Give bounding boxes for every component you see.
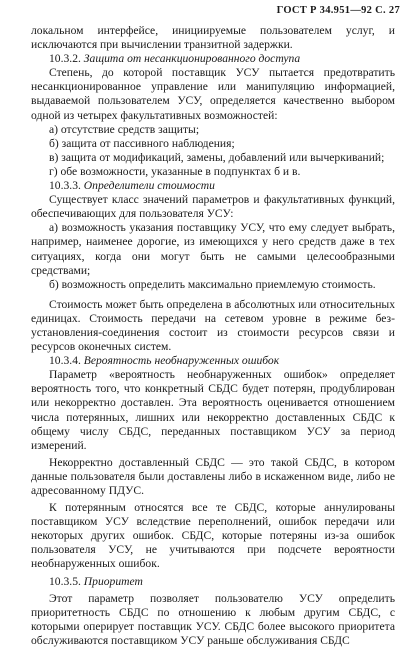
paragraph-error-prob: Параметр «вероятность необнаруженных ошибок» определяет вероятность того, что конкретный СБДС будет потерян, продублирован или некорректно доставлен. Эта вероятность оценивается отношением числа потерянных, лишних или некорректно доставленных СБДС к общему числу СБДС, переданных поставщиком УСУ за период измерений.	[31, 368, 395, 452]
paragraph-priority: Этот параметр позволяет пользователю УСУ определить приоритетность СБДС по отношению к любым другим СБДС, с которыми оперирует поставщик УСУ. СБДС более высокого приоритета обслуживаются поставщиком УСУ раньше обслуживания СБДС	[31, 591, 395, 647]
paragraph-cost-intro: Существует класс значений параметров и факультативных функций, обеспечивающих для пользователя УСУ:	[31, 193, 395, 221]
page-header: ГОСТ Р 34.951—92 С. 27	[276, 5, 400, 16]
paragraph-incorrect: Некорректно доставленный СБДС — это такой СБДС, в котором данные пользователя были доставлены либо в искаженном виде, либо не адресованному ПДУС.	[31, 455, 395, 497]
section-number: 10.3.2.	[49, 52, 84, 66]
paragraph-protection: Степень, до которой поставщик УСУ пытается предотвратить несанкционированное управление или манипуляцию информацией, выдаваемой пользователем УСУ, определяется качественно выбором одной из четырех факультативных возможностей:	[31, 66, 395, 122]
list-item-cost-a: а) возможность указания поставщику УСУ, что ему следует выбрать, например, наименее дорогие, из имеющихся у него средств даже в тех ситуациях, когда они могут быть не самыми целесообразными средствами;	[31, 221, 395, 277]
section-heading-10-3-5	[31, 575, 395, 589]
list-item-b: б) защита от пассивного наблюдения;	[49, 136, 235, 150]
list-item-d: г) обе возможности, указанные в подпунктах б и в.	[49, 164, 301, 178]
section-number: 10.3.5.	[49, 574, 84, 588]
paragraph-continued: локальном интерфейсе, инициируемые пользователем услуг, и исключаются при вычислении транзитной задержки.	[31, 24, 395, 52]
list-item-cost-b: б) возможность определить максимально приемлемую стоимость.	[49, 277, 376, 291]
section-title: Вероятность необнаруженных ошибок	[83, 354, 280, 368]
section-title: Приоритет	[83, 574, 143, 588]
section-heading-10-3-2	[31, 52, 395, 66]
section-number: 10.3.3.	[49, 179, 84, 193]
paragraph-lost: К потерянным относятся все те СБДС, которые аннулированы поставщиком УСУ вследствие переполнений, ошибок передачи или некоторых других ошибок. СБДС, которые потеряны из-за ошибок пользователя УСУ, не учитываются при подсчете вероятности необнаруженных ошибок.	[31, 501, 395, 571]
section-heading-10-3-3	[31, 179, 395, 193]
section-heading-10-3-4	[31, 354, 395, 368]
paragraph-cost: Стоимость может быть определена в абсолютных или относительных единицах. Стоимость передачи на сетевом уровне в режиме без-установления-соединения состоит из стоимости ресурсов связи и ресурсов оконечных систем.	[31, 297, 395, 354]
section-title: Определители стоимости	[83, 179, 215, 193]
section-number: 10.3.4.	[49, 354, 84, 368]
list-item-c: в) защита от модификаций, замены, добавлений или вычеркиваний;	[49, 150, 385, 164]
section-title: Защита от несанкционированного доступа	[83, 52, 301, 66]
page-content	[31, 24, 395, 648]
list-item-a: а) отсутствие средств защиты;	[49, 122, 200, 136]
